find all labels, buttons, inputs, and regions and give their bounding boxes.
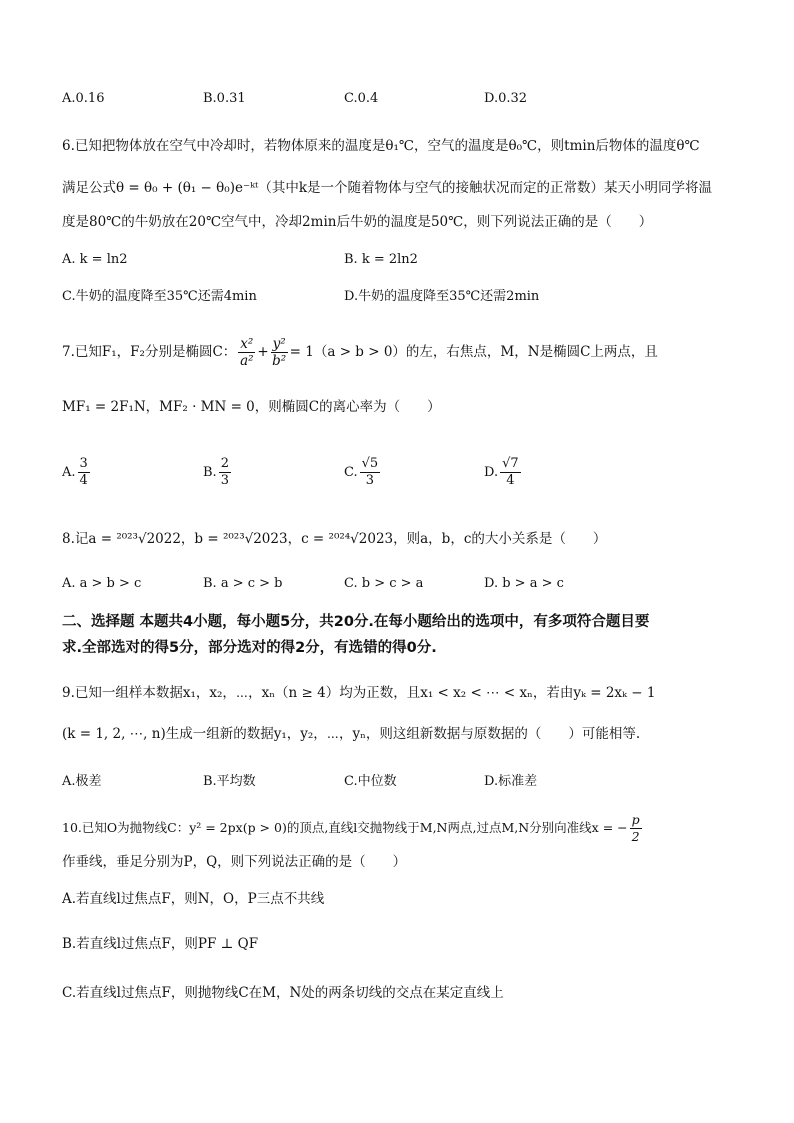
q10-option-c: C.若直线l过焦点F，则抛物线C在M，N处的两条切线的交点在某定直线上 [62,985,504,1001]
q7-option-c [344,456,382,489]
q6-option-a: A. k = ln2 [62,252,128,267]
q6-option-d: D.牛奶的温度降至35℃还需2min [344,289,540,304]
q8-option-b: B. a > c > b [203,576,283,591]
q5-option-c: C.0.4 [344,91,379,106]
q5-option-b: B.0.31 [203,91,246,106]
q7-stem-line1 [62,336,658,369]
q10-fraction [630,812,642,845]
q8-option-c: C. b > c > a [344,576,424,591]
q7-option-b-label: B. [203,465,217,480]
q7-option-c-fraction [360,456,381,489]
q7-frac1-num: x² [240,336,254,352]
q7-frac2-den: b² [272,353,287,369]
q7-frac2-num: y² [272,336,286,352]
q5-option-d: D.0.32 [484,91,528,106]
q6-option-b: B. k = 2ln2 [344,252,418,267]
q6-stem-line3: 度是80℃的牛奶放在20℃空气中，冷却2min后牛奶的温度是50℃，则下列说法正确的是（ ） [62,214,653,230]
q7-option-a-fraction [78,456,90,489]
section-2-heading-line2: 求.全部选对的得5分，部分选对的得2分，有选错的得0分. [62,640,437,656]
q8-option-d: D. b > a > c [484,576,564,591]
q8-option-a: A. a > b > c [62,576,142,591]
q7-prefix: 7.已知F₁，F₂分别是椭圆C： [62,344,237,360]
q10-frac-den: 2 [631,829,640,844]
q7-plus: + [257,344,269,360]
q5-option-a: A.0.16 [62,91,105,106]
q10-stem-line2: 作垂线，垂足分别为P，Q，则下列说法正确的是（ ） [62,854,407,870]
q7-option-b [203,456,233,489]
q7-option-d-fraction [500,456,521,489]
q7-option-d-den: 4 [506,473,515,488]
q7-option-a-label: A. [62,465,76,480]
q7-option-c-den: 3 [365,473,375,488]
q9-option-a: A.极差 [62,774,102,789]
q9-option-b: B.平均数 [203,774,256,789]
q10-option-a: A.若直线l过焦点F，则N，O，P三点不共线 [62,891,325,907]
q10-frac-num: p [631,812,640,827]
q7-option-c-num: √5 [361,456,379,471]
q7-option-a [62,456,92,489]
q7-stem-line2: MF₁ = 2F₁N，MF₂ · MN = 0，则椭圆C的离心率为（ ） [62,399,441,415]
q7-option-b-num: 2 [220,456,229,471]
q9-stem-line2: (k = 1, 2, ⋯, n)生成一组新的数据y₁，y₂，⋯，yₙ，则这组新数据与原数据的（ ）可能相等. [62,726,641,742]
q7-suffix: = 1（a > b > 0）的左，右焦点，M，N是椭圆C上两点，且 [289,344,658,360]
q7-option-d-label: D. [484,465,499,480]
q6-option-c: C.牛奶的温度降至35℃还需4min [62,289,257,304]
q9-stem-line1: 9.已知一组样本数据x₁，x₂，⋯，xₙ（n ≥ 4）均为正数，且x₁ < x₂ < ⋯ < xₙ，若由yₖ = 2xₖ − 1 [62,685,656,701]
q7-fraction-x [238,336,255,369]
q7-option-b-den: 3 [220,473,229,488]
q7-option-d [484,456,523,489]
q6-stem-line2: 满足公式θ = θ₀ + (θ₁ − θ₀)e⁻ᵏᵗ（其中k是一个随着物体与空气的接触状况而定的正常数）某天小明同学将温 [62,180,713,196]
q7-option-a-num: 3 [79,456,88,471]
q6-stem-line1: 6.已知把物体放在空气中冷却时，若物体原来的温度是θ₁℃，空气的温度是θ₀℃，则tmin后物体的温度θ℃ [62,138,700,154]
q9-option-c: C.中位数 [344,774,397,789]
q7-option-d-num: √7 [502,456,519,471]
q7-fraction-y [271,336,288,369]
q9-option-d: D.标准差 [484,774,538,789]
q7-option-c-label: C. [344,465,358,480]
q7-option-b-fraction [219,456,231,489]
q7-frac1-den: a² [240,353,254,369]
q10-stem-line1 [62,812,644,845]
section-2-heading-line1: 二、选择题 本题共4小题，每小题5分，共20分.在每小题给出的选项中，有多项符合题目要 [62,614,650,630]
q7-option-a-den: 4 [79,473,88,488]
q10-stem-prefix: 10.已知O为抛物线C：y² = 2px(p > 0)的顶点,直线l交抛物线于M,N两点,过点M,N分别向准线x = − [62,820,628,835]
q8-stem: 8.记a = ²⁰²³√2022，b = ²⁰²³√2023，c = ²⁰²⁴√2023，则a，b，c的大小关系是（ ） [62,531,607,547]
q10-option-b: B.若直线l过焦点F，则PF ⊥ QF [62,936,259,952]
